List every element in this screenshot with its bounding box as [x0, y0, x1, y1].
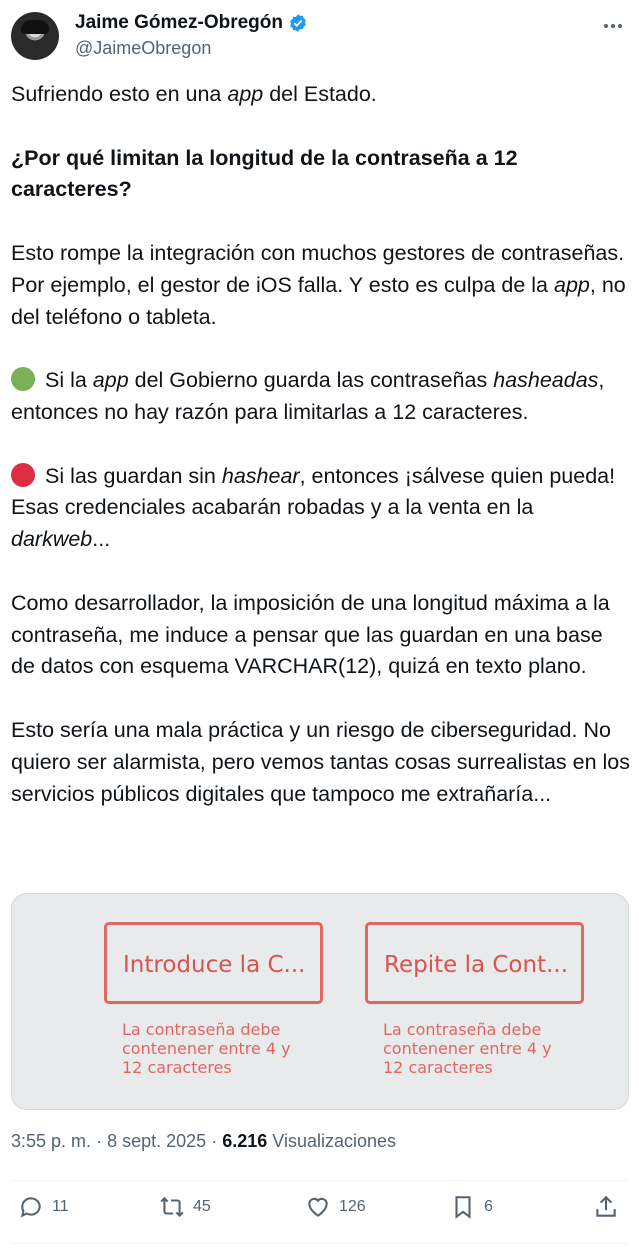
repost-count: 45 [193, 1198, 211, 1215]
text: ... [92, 527, 111, 552]
tweet-paragraph-bold: ¿Por qué limitan la longitud de la contraseña a 12 caracteres? [11, 145, 518, 202]
heart-icon [305, 1194, 331, 1220]
author-handle[interactable]: @JaimeObregon [75, 38, 212, 58]
views-label: Visualizaciones [272, 1131, 397, 1151]
author-name-row[interactable] [75, 12, 308, 34]
text: , entonces ¡sálvese quien pueda! Esas credenciales acabarán robadas y a la venta en la [11, 463, 616, 520]
tweet-paragraph [11, 365, 631, 429]
tweet-date[interactable]: 8 sept. 2025 [107, 1131, 207, 1151]
text: Si la [39, 368, 93, 393]
repost-button[interactable] [159, 1194, 211, 1220]
text: Si las guardan sin [39, 463, 222, 488]
reply-count: 11 [52, 1198, 69, 1215]
tweet-text [11, 79, 631, 810]
reply-icon [18, 1194, 44, 1220]
tweet-actions [11, 1194, 627, 1234]
views-count: 6.216 [222, 1131, 268, 1151]
bookmark-icon [450, 1194, 476, 1220]
verified-badge-icon [288, 13, 308, 33]
separator: · [211, 1131, 218, 1151]
text: del Gobierno guarda las contraseñas [128, 368, 494, 393]
hint-line: La contraseña debe [383, 1020, 542, 1039]
repeat-password-hint [383, 1020, 552, 1077]
tweet-time[interactable]: 3:55 p. m. [11, 1131, 92, 1151]
hint-line: contenener entre 4 y [122, 1039, 291, 1058]
tweet-paragraph: Esto sería una mala práctica y un riesgo de ciberseguridad. No quiero ser alarmista, pero vemos tantas cosas surrealistas en los servicios públicos digitales que tampoco me extrañaría... [11, 717, 630, 806]
tweet-header [11, 10, 628, 62]
text-italic: hashear [221, 463, 300, 488]
text-italic: app [227, 82, 264, 106]
repost-icon [159, 1194, 185, 1220]
more-options-icon[interactable] [602, 16, 624, 36]
tweet-meta [11, 1131, 396, 1152]
tweet-paragraph [11, 461, 631, 556]
author-name[interactable]: Jaime Gómez-Obregón [75, 12, 283, 33]
share-button[interactable] [593, 1194, 619, 1220]
bookmark-count: 6 [484, 1198, 493, 1215]
tweet-paragraph: Como desarrollador, la imposición de una longitud máxima a la contraseña, me induce a pensar que las guardan en una base de datos con esquema VARCHAR(12), quizá en texto plano. [11, 590, 610, 679]
separator: · [96, 1131, 103, 1151]
hint-line: contenener entre 4 y [383, 1039, 552, 1058]
tweet-paragraph [11, 79, 631, 111]
tweet-paragraph [11, 238, 631, 333]
password-hint [122, 1020, 291, 1077]
text: del Estado. [263, 82, 377, 106]
hint-line: La contraseña debe [122, 1020, 281, 1039]
red-circle-icon [11, 463, 35, 487]
like-count: 126 [339, 1198, 366, 1215]
password-field-mock [104, 922, 323, 1004]
password-placeholder: Introduce la C... [123, 952, 306, 978]
text: , entonces no hay razón para limitarlas a 12 caracteres. [11, 368, 605, 424]
text-italic: hasheadas [493, 368, 599, 393]
text: , no del teléfono o tableta. [11, 272, 626, 329]
tweet-image[interactable] [11, 893, 629, 1110]
hint-line: 12 caracteres [383, 1058, 493, 1077]
share-icon [593, 1194, 619, 1220]
text: Esto rompe la integración con muchos gestores de contraseñas. Por ejemplo, el gestor de iOS falla. Y esto es culpa de la [11, 240, 625, 297]
bookmark-button[interactable] [450, 1194, 493, 1220]
green-circle-icon [11, 367, 35, 391]
text-italic: app [554, 272, 590, 297]
repeat-password-placeholder: Repite la Cont... [384, 952, 569, 978]
repeat-password-field-mock [365, 922, 584, 1004]
reply-button[interactable] [18, 1194, 69, 1220]
text-italic: darkweb [11, 527, 93, 552]
like-button[interactable] [305, 1194, 366, 1220]
text: Sufriendo esto en una [11, 82, 228, 106]
divider [11, 1180, 627, 1181]
text-italic: app [92, 368, 129, 393]
author-avatar[interactable] [11, 12, 59, 60]
hint-line: 12 caracteres [122, 1058, 232, 1077]
divider [11, 1243, 627, 1244]
